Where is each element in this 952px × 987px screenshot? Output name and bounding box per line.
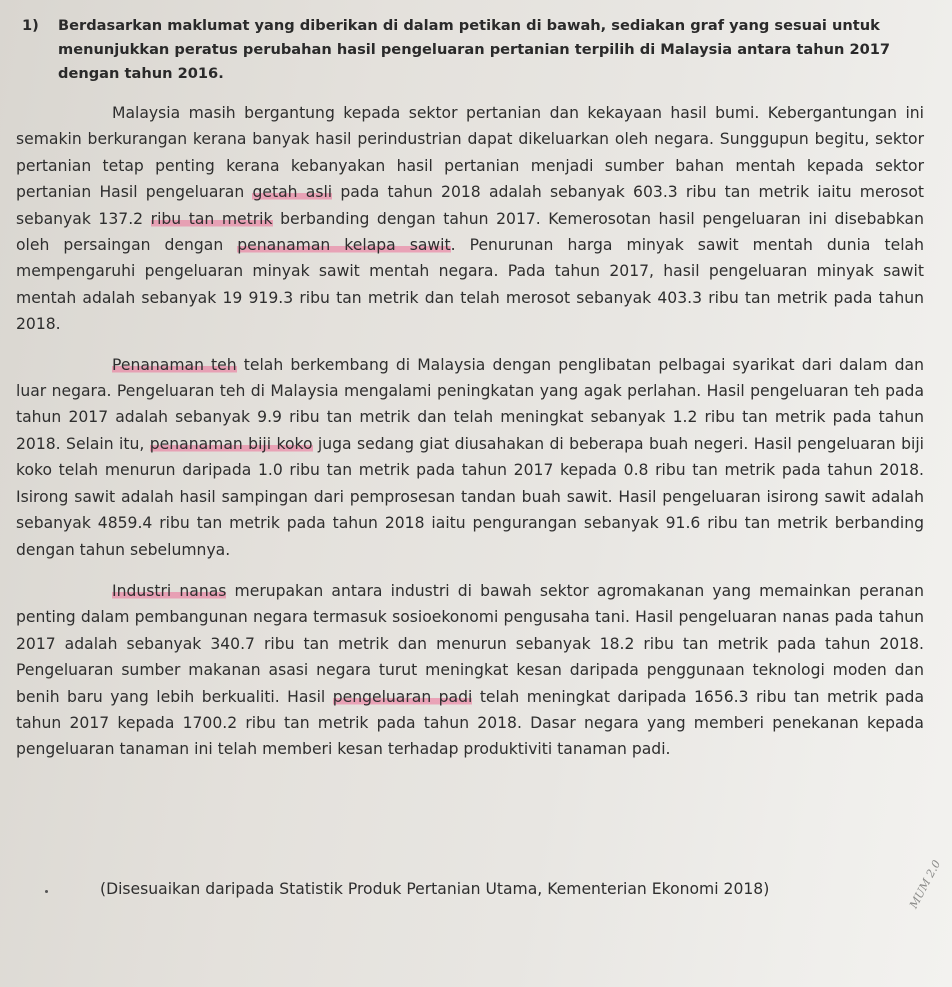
paragraph-pineapple-paddy <box>16 578 938 763</box>
paragraph-text: merupakan antara industri di bawah sektor agromakanan yang memainkan peranan penting dalam pembangunan negara termasuk sosioekonomi pengusaha tani. Hasil pengeluaran nanas pada tahun 2017 adalah sebanyak 340.7 ribu tan metrik dan menurun sebanyak 18.2 ribu tan metrik pada tahun 2018. Pengeluaran sumber makanan asasi negara turut meningkat kesan daripada penggunaan teknologi moden dan benih baru yang lebih berkualiti. Hasil <box>16 581 924 706</box>
handwritten-scribble: MUM 2.0 <box>907 858 944 911</box>
paragraph-text: telah berkembang di Malaysia dengan penglibatan pelbagai syarikat dari dalam dan luar negara. Pengeluaran teh di Malaysia mengalami peningkatan yang agak perlahan. Hasil pengeluaran teh pada tahun 2017 adalah sebanyak 9.9 ribu tan metrik dan telah meningkat sebanyak 1.2 ribu tan metrik pada tahun 2018. Selain itu, <box>16 355 925 453</box>
paragraph-text: berbanding dengan tahun 2017. Kemerosotan hasil pengeluaran ini disebabkan oleh persaingan dengan <box>16 209 924 255</box>
paragraph-text: juga sedang giat diusahakan di beberapa buah negeri. Hasil pengeluaran biji koko telah menurun daripada 1.0 ribu tan metrik pada tahun 2017 kepada 0.8 ribu tan metrik pada tahun 2018. Isirong sawit adalah hasil sampingan dari pemprosesan tandan buah sawit. Hasil pengeluaran isirong sawit adalah sebanyak 4859.4 ribu tan metrik pada tahun 2018 iaitu pengurangan sebanyak 91.6 ribu tan metrik berbanding dengan tahun sebelumnya. <box>16 434 924 559</box>
highlight-penanaman-kelapa-sawit: penanaman kelapa sawit <box>237 236 451 255</box>
paragraph-text: telah meningkat daripada 1656.3 ribu tan metrik pada tahun 2017 kepada 1700.2 ribu tan metrik pada tahun 2018. Dasar negara yang memberi penekanan kepada pengeluaran tanaman ini telah memberi kesan terhadap produktiviti tanaman padi. <box>16 687 925 759</box>
highlight-getah-asli: getah asli <box>252 183 333 202</box>
highlight-penanaman-teh: Penanaman teh <box>112 355 237 374</box>
question-1 <box>16 14 938 86</box>
source-citation: (Disesuaikan daripada Statistik Produk Pertanian Utama, Kementerian Ekonomi 2018) <box>100 880 770 898</box>
highlight-penanaman-biji-koko: penanaman biji koko <box>149 434 313 453</box>
highlight-pengeluaran-padi: pengeluaran padi <box>332 687 473 706</box>
question-number: 1) <box>22 17 39 34</box>
highlight-ribu-tan-metrik: ribu tan metrik <box>150 209 273 228</box>
paragraph-rubber-palm-oil <box>16 100 938 338</box>
paragraph-text: Malaysia masih bergantung kepada sektor pertanian dan kekayaan hasil bumi. Kebergantungan ini semakin berkurangan kerana banyak hasil perindustrian dapat dikeluarkan oleh negara. Sunggupun begitu, sektor pertanian tetap penting kerana kebanyakan hasil pertanian menjadi sumber bahan mentah kepada sektor pertanian Hasil pengeluaran <box>16 104 924 202</box>
question-text: Berdasarkan maklumat yang diberikan di dalam petikan di bawah, sediakan graf yang sesuai untuk menunjukkan peratus perubahan hasil pengeluaran pertanian terpilih di Malaysia antara tahun 2017 dengan tahun 2016. <box>58 17 891 82</box>
paragraph-text: . Penurunan harga minyak sawit mentah dunia telah mempengaruhi pengeluaran minyak sawit mentah negara. Pada tahun 2017, hasil pengeluaran minyak sawit mentah adalah sebanyak 19 919.3 ribu tan metrik dan telah merosot sebanyak 403.3 ribu tan metrik pada tahun 2018. <box>16 236 924 334</box>
highlight-industri-nanas: Industri nanas <box>112 581 227 600</box>
paragraph-tea-cocoa-kernel <box>16 352 938 563</box>
paragraph-text: pada tahun 2018 adalah sebanyak 603.3 ribu tan metrik iaitu merosot sebanyak 137.2 <box>16 183 924 228</box>
pen-dot <box>45 890 48 893</box>
